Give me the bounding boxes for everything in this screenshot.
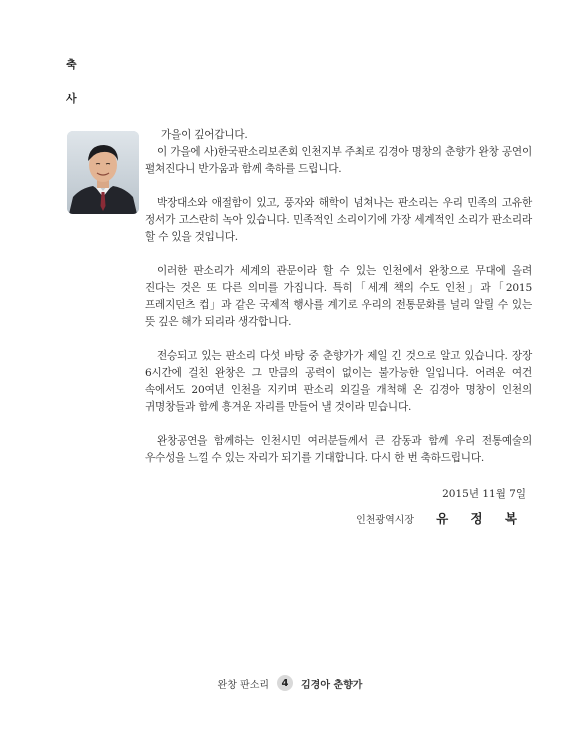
signature-title: 인천광역시장 xyxy=(356,515,415,526)
paragraph-gap xyxy=(145,178,532,195)
paragraph-1: 가을이 깊어갑니다. xyxy=(161,129,248,141)
footer-right-text: 김경아 춘향가 xyxy=(301,679,363,691)
paragraph-gap xyxy=(145,416,532,433)
paragraph-gap xyxy=(145,331,532,348)
heading-char-1: 축 xyxy=(66,58,77,71)
page-footer xyxy=(0,675,580,691)
page-number-badge: 4 xyxy=(277,675,293,691)
signature-name: 유 정 복 xyxy=(436,511,526,526)
paragraph-4: 이러한 판소리가 세계의 관문이라 할 수 있는 인천에서 완창으로 무대에 올려 진다는 것은 또 다른 의미를 가집니다. 특히「세계 책의 수도 인천」과「2015 프레지던츠 컵」과 같은 국제적 행사를 계기로 우리의 전통문화를 널리 알릴 수 있는 뜻 깊은 해가 되리라 생각합니다. xyxy=(145,265,532,328)
footer-left-text: 완창 판소리 xyxy=(217,679,270,691)
paragraph-gap xyxy=(145,246,532,263)
paragraph-3: 박장대소와 애절함이 있고, 풍자와 해학이 넘쳐나는 판소리는 우리 민족의 고유한 정서가 고스란히 녹아 있습니다. 민족적인 소리이기에 가장 세계적인 소리가 판소리라 할 수 있을 것입니다. xyxy=(145,197,532,243)
heading-char-2: 사 xyxy=(66,92,77,105)
paragraph-6: 완창공연을 함께하는 인천시민 여러분들께서 큰 감동과 함께 우리 전통예술의 우수성을 느낄 수 있는 자리가 되기를 기대합니다. 다시 한 번 축하드립니다. xyxy=(145,435,532,464)
congratulatory-letter-body xyxy=(145,127,532,467)
letter-date: 2015년 11월 7일 xyxy=(442,488,526,500)
paragraph-5: 전승되고 있는 판소리 다섯 바탕 중 춘향가가 제일 긴 것으로 알고 있습니다. 장장 6시간에 걸친 완창은 그 만큼의 공력이 없이는 불가능한 일입니다. 어려운 여건 속에서도 20여년 인천을 지키며 판소리 외길을 개척해 온 김경아 명창이 인천의 귀명창들과 함께 흥겨운 자리를 만들어 낼 것이라 믿습니다. xyxy=(145,350,532,413)
signature-block xyxy=(356,509,526,527)
paragraph-2: 이 가을에 사)한국판소리보존회 인천지부 주최로 김경아 명창의 춘향가 완창 공연이 펼쳐진다니 반가움과 함께 축하를 드립니다. xyxy=(145,146,532,175)
portrait-photo xyxy=(67,131,139,214)
portrait-image xyxy=(67,131,139,214)
